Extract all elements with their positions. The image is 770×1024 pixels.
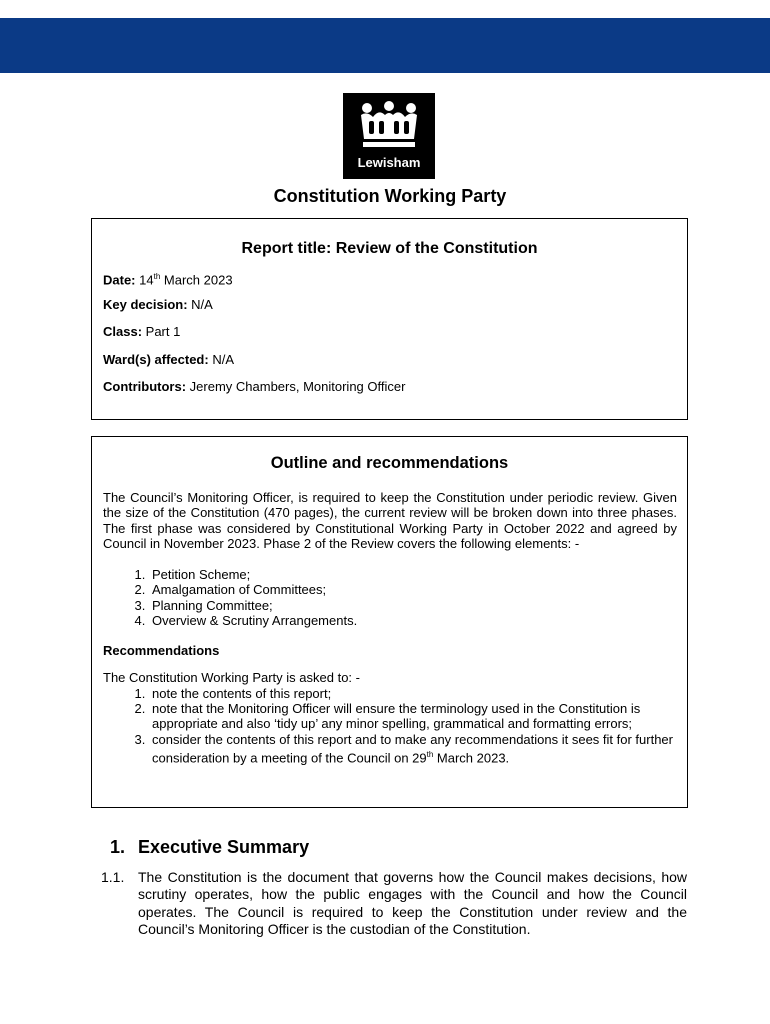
recommendations-intro: The Constitution Working Party is asked to: -: [103, 670, 360, 686]
field-date-day: 14: [139, 272, 154, 288]
rec3-suffix: th: [426, 749, 434, 759]
field-wards-label: Ward(s) affected:: [103, 351, 209, 367]
header-band: [0, 18, 770, 73]
list-item: 4. Overview & Scrutiny Arrangements.: [149, 613, 687, 628]
report-title: Report title: Review of the Constitution: [241, 240, 538, 257]
recommendation-item: 2. note that the Monitoring Officer will ensure the terminology used in the Constitution is appropriate and also ‘tidy up’ any minor spelling, grammatical and formatting errors;: [149, 701, 677, 732]
report-fields: [92, 269, 687, 407]
elements-list: [92, 567, 687, 628]
field-date: [103, 269, 687, 297]
list-item: 1. Petition Scheme;: [149, 567, 687, 582]
field-wards-value: N/A: [208, 351, 234, 367]
outline-title: Outline and recommendations: [270, 454, 509, 472]
field-contributors-label: Contributors:: [103, 379, 187, 394]
outline-intro: The Council’s Monitoring Officer, is required to keep the Constitution under periodic review. Given the size of the Constitution (470 pages), the current review will be broken down into three phases. The first phase was considered by Constitutional Working Party in October 2022 and agreed by Council in November 2023. Phase 2 of the Review covers the following elements: -: [103, 490, 677, 551]
page-title: Constitution Working Party: [273, 186, 507, 206]
logo-text: Lewisham: [357, 155, 421, 170]
section-title: Executive Summary: [138, 837, 310, 857]
lewisham-logo: [343, 93, 435, 179]
recommendation-item: [149, 732, 677, 766]
section-heading: [110, 837, 309, 858]
paragraph-number: 1.1.: [101, 869, 125, 885]
field-date-suffix: th: [153, 272, 161, 281]
field-contributors: [103, 379, 687, 407]
field-wards: [103, 352, 687, 380]
field-class-label: Class:: [103, 324, 143, 339]
field-date-label: Date:: [103, 272, 136, 288]
rec3-date-rest: March 2023.: [433, 750, 510, 766]
paragraph-text: The Constitution is the document that governs how the Council makes decisions, how scrutiny operates, how the public engages with the Council and how the Council operates. The Council is required to keep the Constitution under review and the Council’s Monitoring Officer is the custodian of the Constitution.: [138, 869, 687, 937]
section-number: 1.: [110, 837, 126, 857]
recommendations-heading: Recommendations: [103, 643, 220, 659]
section-paragraph: [101, 869, 687, 938]
field-class-value: Part 1: [142, 324, 181, 339]
recommendation-item: 1. note the contents of this report;: [149, 686, 677, 701]
field-key-decision-value: N/A: [187, 296, 213, 312]
field-key-decision: [103, 297, 687, 325]
field-class: [103, 324, 687, 352]
list-item: 2. Amalgamation of Committees;: [149, 582, 687, 597]
recommendations-list: [92, 686, 677, 766]
crown-icon: [357, 99, 421, 151]
rec3-text: consider the contents of this report and to make any recommendations it sees fit for further consideration by a meeting of the Council on 29: [152, 731, 673, 766]
field-key-decision-label: Key decision:: [103, 296, 188, 312]
report-details-box: [91, 218, 688, 420]
field-contributors-value: Jeremy Chambers, Monitoring Officer: [186, 379, 406, 394]
outline-box: [91, 436, 688, 808]
field-date-rest: March 2023: [160, 272, 233, 288]
list-item: 3. Planning Committee;: [149, 598, 687, 613]
